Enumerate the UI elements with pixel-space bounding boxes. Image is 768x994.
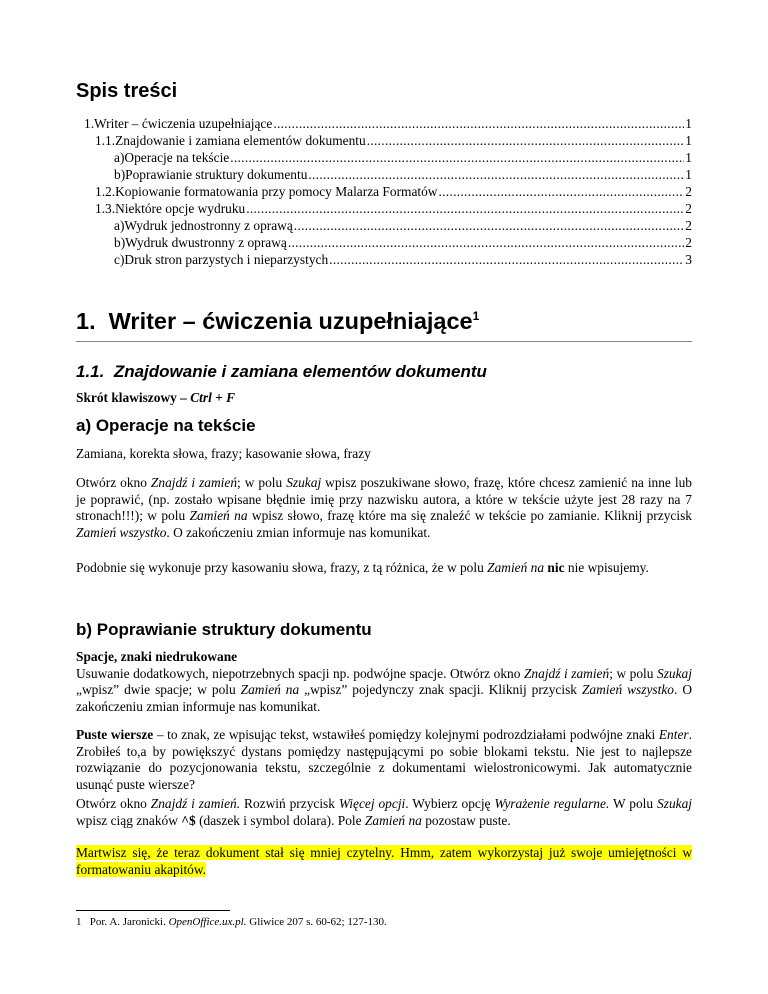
toc-entry-page: 2: [685, 184, 692, 199]
toc-entry-text: b)Wydruk dwustronny z oprawą: [114, 235, 287, 250]
footnote: 1 Por. A. Jaronicki. OpenOffice.ux.pl. Gliwice 207 s. 60-62; 127-130.: [76, 916, 387, 928]
toc-entry[interactable]: [114, 150, 692, 166]
heading-2-text: Znajdowanie i zamiana elementów dokumentu: [113, 362, 487, 381]
toc-entry-page: 1: [685, 167, 692, 182]
toc-entry[interactable]: [95, 201, 692, 217]
paragraph: Otwórz okno Znajdź i zamień. Rozwiń przycisk Więcej opcji. Wybierz opcję Wyrażenie regularne. W polu Szukaj wpisz ciąg znaków ^$ (daszek i symbol dolara). Pole Zamień na pozostaw puste.: [76, 796, 692, 828]
toc-entry-page: 2: [685, 235, 692, 250]
footnote-separator: [76, 910, 230, 911]
shortcut-line: [76, 390, 692, 407]
toc-entry-text: 1.3.Niektóre opcje wydruku: [95, 201, 246, 216]
toc-entry-page: 1: [685, 150, 692, 165]
toc-entry-page: 1: [685, 116, 692, 131]
toc-entry-text: a)Operacje na tekście: [114, 150, 230, 165]
toc-entry-page: 2: [685, 201, 692, 216]
toc-entry[interactable]: [84, 116, 692, 132]
toc-entry[interactable]: [95, 133, 692, 149]
toc-entry-text: a)Wydruk jednostronny z oprawą: [114, 218, 293, 233]
toc-entry-text: b)Poprawianie struktury dokumentu: [114, 167, 308, 182]
heading-3-b: b) Poprawianie struktury dokumentu: [76, 620, 372, 639]
toc-entry-page: 2: [685, 218, 692, 233]
highlighted-text: Martwisz się, że teraz dokument stał się mniej czytelny. Hmm, zatem wykorzystaj już swoje umiejętności w formatowaniu akapitów.: [76, 845, 692, 877]
heading-2-number: 1.1.: [76, 362, 105, 381]
paragraph: Zamiana, korekta słowa, frazy; kasowanie słowa, frazy: [76, 446, 371, 461]
toc-entry[interactable]: [114, 167, 692, 183]
toc-entry[interactable]: [114, 218, 692, 234]
shortcut-label: Skrót klawiszowy –: [76, 390, 191, 405]
heading-1-text: Writer – ćwiczenia uzupełniające: [108, 308, 473, 334]
toc-entry-text: 1.Writer – ćwiczenia uzupełniające: [84, 116, 273, 131]
heading-1-number: 1.: [76, 308, 96, 334]
toc-entry-page: 1: [685, 133, 692, 148]
paragraph: Otwórz okno Znajdź i zamień; w polu Szukaj wpisz poszukiwane słowo, frazę, które chcesz zamienić na inne lub je poprawić, (np. zostało wpisane błędnie imię przy nazwisku autora, a które w tekście użyte jest 28 razy na 7 stronach!!!); w polu Zamień na wpisz słowo, frazę które ma się znaleźć w tekście po zamianie. Kliknij przycisk Zamień wszystko. O zakończeniu zmian informuje nas komunikat.: [76, 475, 692, 540]
paragraph: Spacje, znaki niedrukowane Usuwanie dodatkowych, niepotrzebnych spacji np. podwójne spacje. Otwórz okno Znajdź i zamień; w polu Szukaj „wpisz” dwie spacje; w polu Zamień na „wpisz” pojedynczy znak spacji. Kliknij przycisk Zamień wszystko. O zakończeniu zmian informuje nas komunikat.: [76, 649, 692, 714]
footnote-number: 1: [76, 916, 82, 928]
toc-entry-text: 1.2.Kopiowanie formatowania przy pomocy Malarza Formatów: [95, 184, 438, 199]
heading-2: [76, 362, 487, 382]
footnote-ref[interactable]: 1: [472, 309, 480, 324]
shortcut-keys: Ctrl + F: [190, 390, 236, 405]
toc-entry-page: 3: [685, 252, 692, 267]
toc-entry[interactable]: [114, 235, 692, 251]
highlighted-paragraph: [76, 845, 692, 878]
heading-3-a: a) Operacje na tekście: [76, 416, 256, 435]
heading-1: [76, 308, 692, 342]
paragraph: Puste wiersze – to znak, ze wpisując tekst, wstawiłeś pomiędzy kolejnymi podrozdziałami podwójne znaki Enter. Zrobiłeś to,a by powiększyć dystans pomiędzy następującymi po sobie blokami tekstu. Nie jest to najlepsze rozwiązanie do pozycjonowania tekstu, szczególnie z dokumentami wielostronicowymi. Jak automatycznie usunąć puste wiersze?: [76, 727, 692, 792]
paragraph: Podobnie się wykonuje przy kasowaniu słowa, frazy, z tą różnica, że w polu Zamień na nic nie wpisujemy.: [76, 560, 649, 575]
toc-title: Spis treści: [76, 80, 178, 102]
toc-entry-text: 1.1.Znajdowanie i zamiana elementów dokumentu: [95, 133, 366, 148]
toc-entry-text: c)Druk stron parzystych i nieparzystych: [114, 252, 329, 267]
toc-entry[interactable]: [114, 252, 692, 268]
toc-entry[interactable]: [95, 184, 692, 200]
